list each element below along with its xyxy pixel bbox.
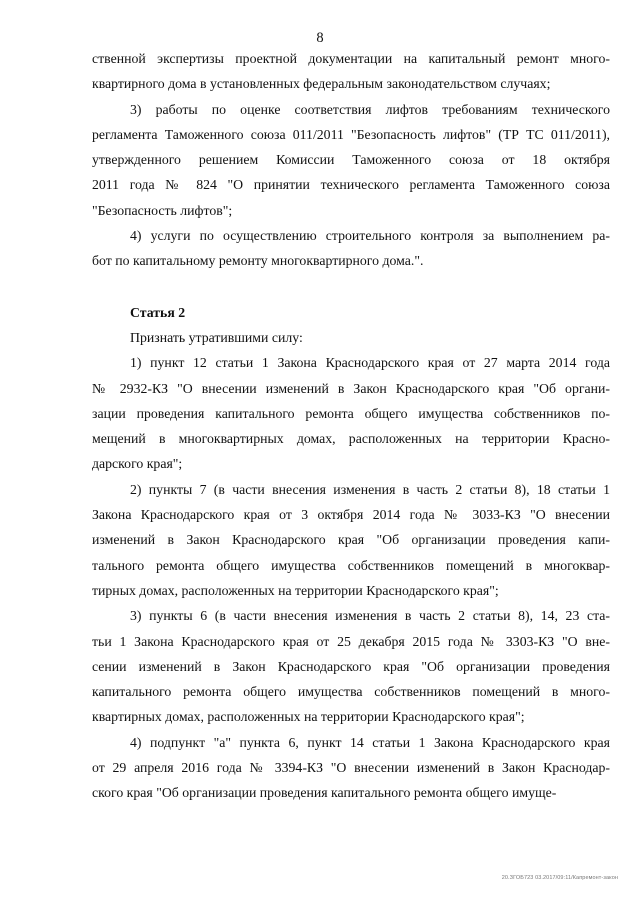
paragraph-a2-item-1 bbox=[92, 350, 610, 476]
text-line: дарского края"; bbox=[92, 456, 183, 472]
paragraph-a2-item-4 bbox=[92, 730, 610, 806]
text-line: Признать утратившими силу: bbox=[130, 329, 303, 345]
text-line: 3) пункты 6 (в части внесения изменения в часть 2 статьи 8), 14, 23 ста- bbox=[130, 608, 610, 624]
text-line: 4) подпункт "а" пункта 6, пункт 14 статьи 1 Закона Краснодарского края bbox=[130, 734, 610, 750]
text-line: 4) услуги по осуществлению строительного контроля за выполнением ра- bbox=[130, 228, 610, 244]
paragraph-item-3 bbox=[92, 97, 610, 223]
paragraph-item-4 bbox=[92, 223, 610, 274]
text-line: 3) работы по оценке соответствия лифтов требованиям технического bbox=[130, 101, 610, 117]
paragraphs-after bbox=[92, 325, 610, 806]
paragraphs-before bbox=[92, 46, 610, 274]
text-line: капитального ремонта общего имущества собственников помещений в много- bbox=[92, 684, 610, 700]
paragraph-a2-item-3 bbox=[92, 603, 610, 729]
text-line: квартирных домах, расположенных на территории Краснодарского края"; bbox=[92, 709, 525, 725]
document-body bbox=[92, 46, 610, 806]
text-line: тирных домах, расположенных на территории Краснодарского края"; bbox=[92, 582, 499, 598]
paragraph-cont bbox=[92, 46, 610, 97]
page-number: 8 bbox=[316, 30, 324, 46]
text-line: 2) пункты 7 (в части внесения изменения в часть 2 статьи 8), 18 статьи 1 bbox=[130, 481, 610, 497]
text-line: 2011 года № 824 "О принятии технического регламента Таможенного союза bbox=[92, 177, 610, 193]
text-line: тального ремонта общего имущества собственников помещений в многоквар- bbox=[92, 557, 610, 573]
text-line: утвержденного решением Комиссии Таможенного союза от 18 октября bbox=[92, 152, 610, 168]
text-line: ственной экспертизы проектной документации на капитальный ремонт много- bbox=[92, 51, 610, 66]
paragraph-intro bbox=[92, 325, 610, 350]
text-line: зации проведения капитального ремонта общего имущества собственников по- bbox=[92, 405, 610, 421]
text-line: изменений в Закон Краснодарского края "Об организации проведения капи- bbox=[92, 532, 610, 548]
text-line: квартирного дома в установленных федеральным законодательством случаях; bbox=[92, 76, 551, 92]
text-line: от 29 апреля 2016 года № 3394-КЗ "О внесении изменений в Закон Краснодар- bbox=[92, 760, 610, 776]
footer-file-stamp: 20.ЗГОБ723 03.2017/09:11/Капремонт-закон bbox=[501, 875, 618, 881]
text-line: 1) пункт 12 статьи 1 Закона Краснодарского края от 27 марта 2014 года bbox=[130, 355, 610, 371]
text-line: тьи 1 Закона Краснодарского края от 25 декабря 2015 года № 3303-КЗ "О вне- bbox=[92, 633, 610, 649]
text-line: сении изменений в Закон Краснодарского края "Об организации проведения bbox=[92, 658, 610, 674]
text-line: № 2932-КЗ "О внесении изменений в Закон Краснодарского края "Об органи- bbox=[92, 380, 610, 396]
text-line: "Безопасность лифтов"; bbox=[92, 202, 233, 218]
text-line: мещений в многоквартирных домах, расположенных на территории Красно- bbox=[92, 431, 610, 447]
section-gap bbox=[92, 274, 610, 300]
paragraph-a2-item-2 bbox=[92, 477, 610, 603]
text-line: ского края "Об организации проведения капитального ремонта общего имуще- bbox=[92, 785, 557, 801]
text-line: Закона Краснодарского края от 3 октября 2014 года № 3033-КЗ "О внесении bbox=[92, 507, 610, 523]
text-line: регламента Таможенного союза 011/2011 "Безопасность лифтов" (ТР ТС 011/2011), bbox=[92, 126, 610, 142]
text-line: бот по капитальному ремонту многоквартирного дома.". bbox=[92, 253, 424, 269]
article-heading: Статья 2 bbox=[130, 304, 186, 320]
